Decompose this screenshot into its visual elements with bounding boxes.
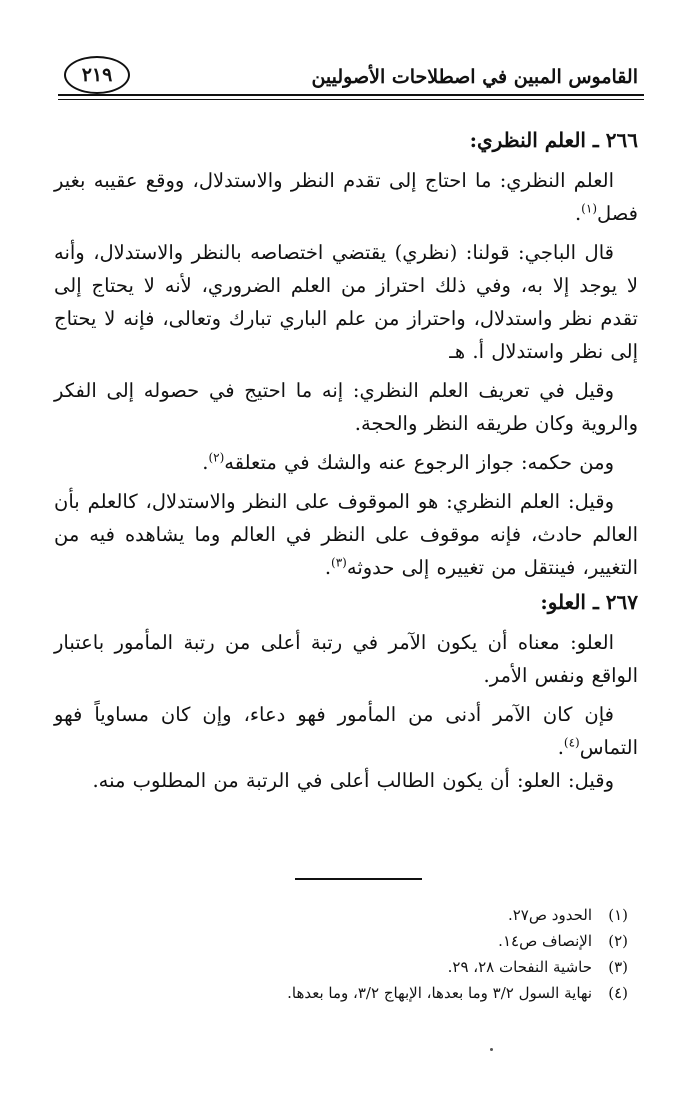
footnote-ref: (١) [581,201,597,216]
print-speck [490,1048,493,1051]
footnote [58,902,628,928]
footnote-text: نهاية السول ٣/٢ وما بعدها، الإبهاج ٣/٢، وما بعدها. [287,984,592,1002]
footnote [58,928,628,954]
entry-heading: ٢٦٦ ـ العلم النظري: [469,128,638,152]
paragraph: وقيل: العلو: أن يكون الطالب أعلى في الرتبة من المطلوب منه. [92,769,614,792]
entry-heading: ٢٦٧ ـ العلو: [540,590,638,614]
footnote-number: (١) [608,906,628,924]
running-head [60,52,638,98]
header-rule [58,94,644,96]
footnotes [58,902,628,1006]
footnote-ref: (٣) [331,555,347,570]
footnote-number: (٣) [608,958,628,976]
paragraph: العلو: معناه أن يكون الآمر في رتبة أعلى من رتبة المأمور باعتبار الواقع ونفس الأمر. [54,631,638,687]
footnote [58,954,628,980]
footnote-text: الإنصاف ص١٤. [498,932,592,950]
footnote-number: (٢) [608,932,628,950]
page-number: ٢١٩ [64,56,130,94]
paragraph: وقيل: العلم النظري: هو الموقوف على النظر والاستدلال، كالعلم بأن العالم حادث، فإنه موقوف على النظر في العالم وما يشاهده فيه من التغيير، فينتقل من تغييره إلى حدوثه$^{(٣)}$. [54,490,638,579]
footnote-number: (٤) [608,984,628,1002]
header-rule-thin [58,99,644,100]
footnote-text: حاشية النفحات ٢٨، ٢٩. [447,958,592,976]
footnote-text: الحدود ص٢٧. [507,906,592,924]
footnote-ref: (٢) [208,450,225,465]
body-text [54,122,638,797]
paragraph: قال الباجي: قولنا: (نظري) يقتضي اختصاصه بالنظر والاستدلال، وأنه لا يوجد إلا به، وفي ذلك احتراز من العلم الضروري، لأنه لا يحتاج إلى تقدم نظر واستدلال، واحتراز من علم الباري تبارك وتعالى، فإنه لا يحتاج إلى نظر واستدلال أ. هـ [54,241,638,363]
running-title: القاموس المبين في اصطلاحات الأصوليين [311,66,638,88]
footnote-ref: (٤) [563,735,580,750]
paragraph: العلم النظري: ما احتاج إلى تقدم النظر والاستدلال، ووقع عقيبه بغير فصل$^{(١)}$. [54,169,638,225]
paragraph: فإن كان الآمر أدنى من المأمور فهو دعاء، وإن كان مساوياً فهو التماس$^{(٤)}$. [54,703,638,759]
footnote [58,980,628,1006]
footnote-rule [295,878,422,880]
paragraph: ومن حكمه: جواز الرجوع عنه والشك في متعلقه$^{(٢)}$. [202,450,614,474]
paragraph: وقيل في تعريف العلم النظري: إنه ما احتيج في حصوله إلى الفكر والروية وكان طريقه النظر والحجة. [54,379,638,435]
